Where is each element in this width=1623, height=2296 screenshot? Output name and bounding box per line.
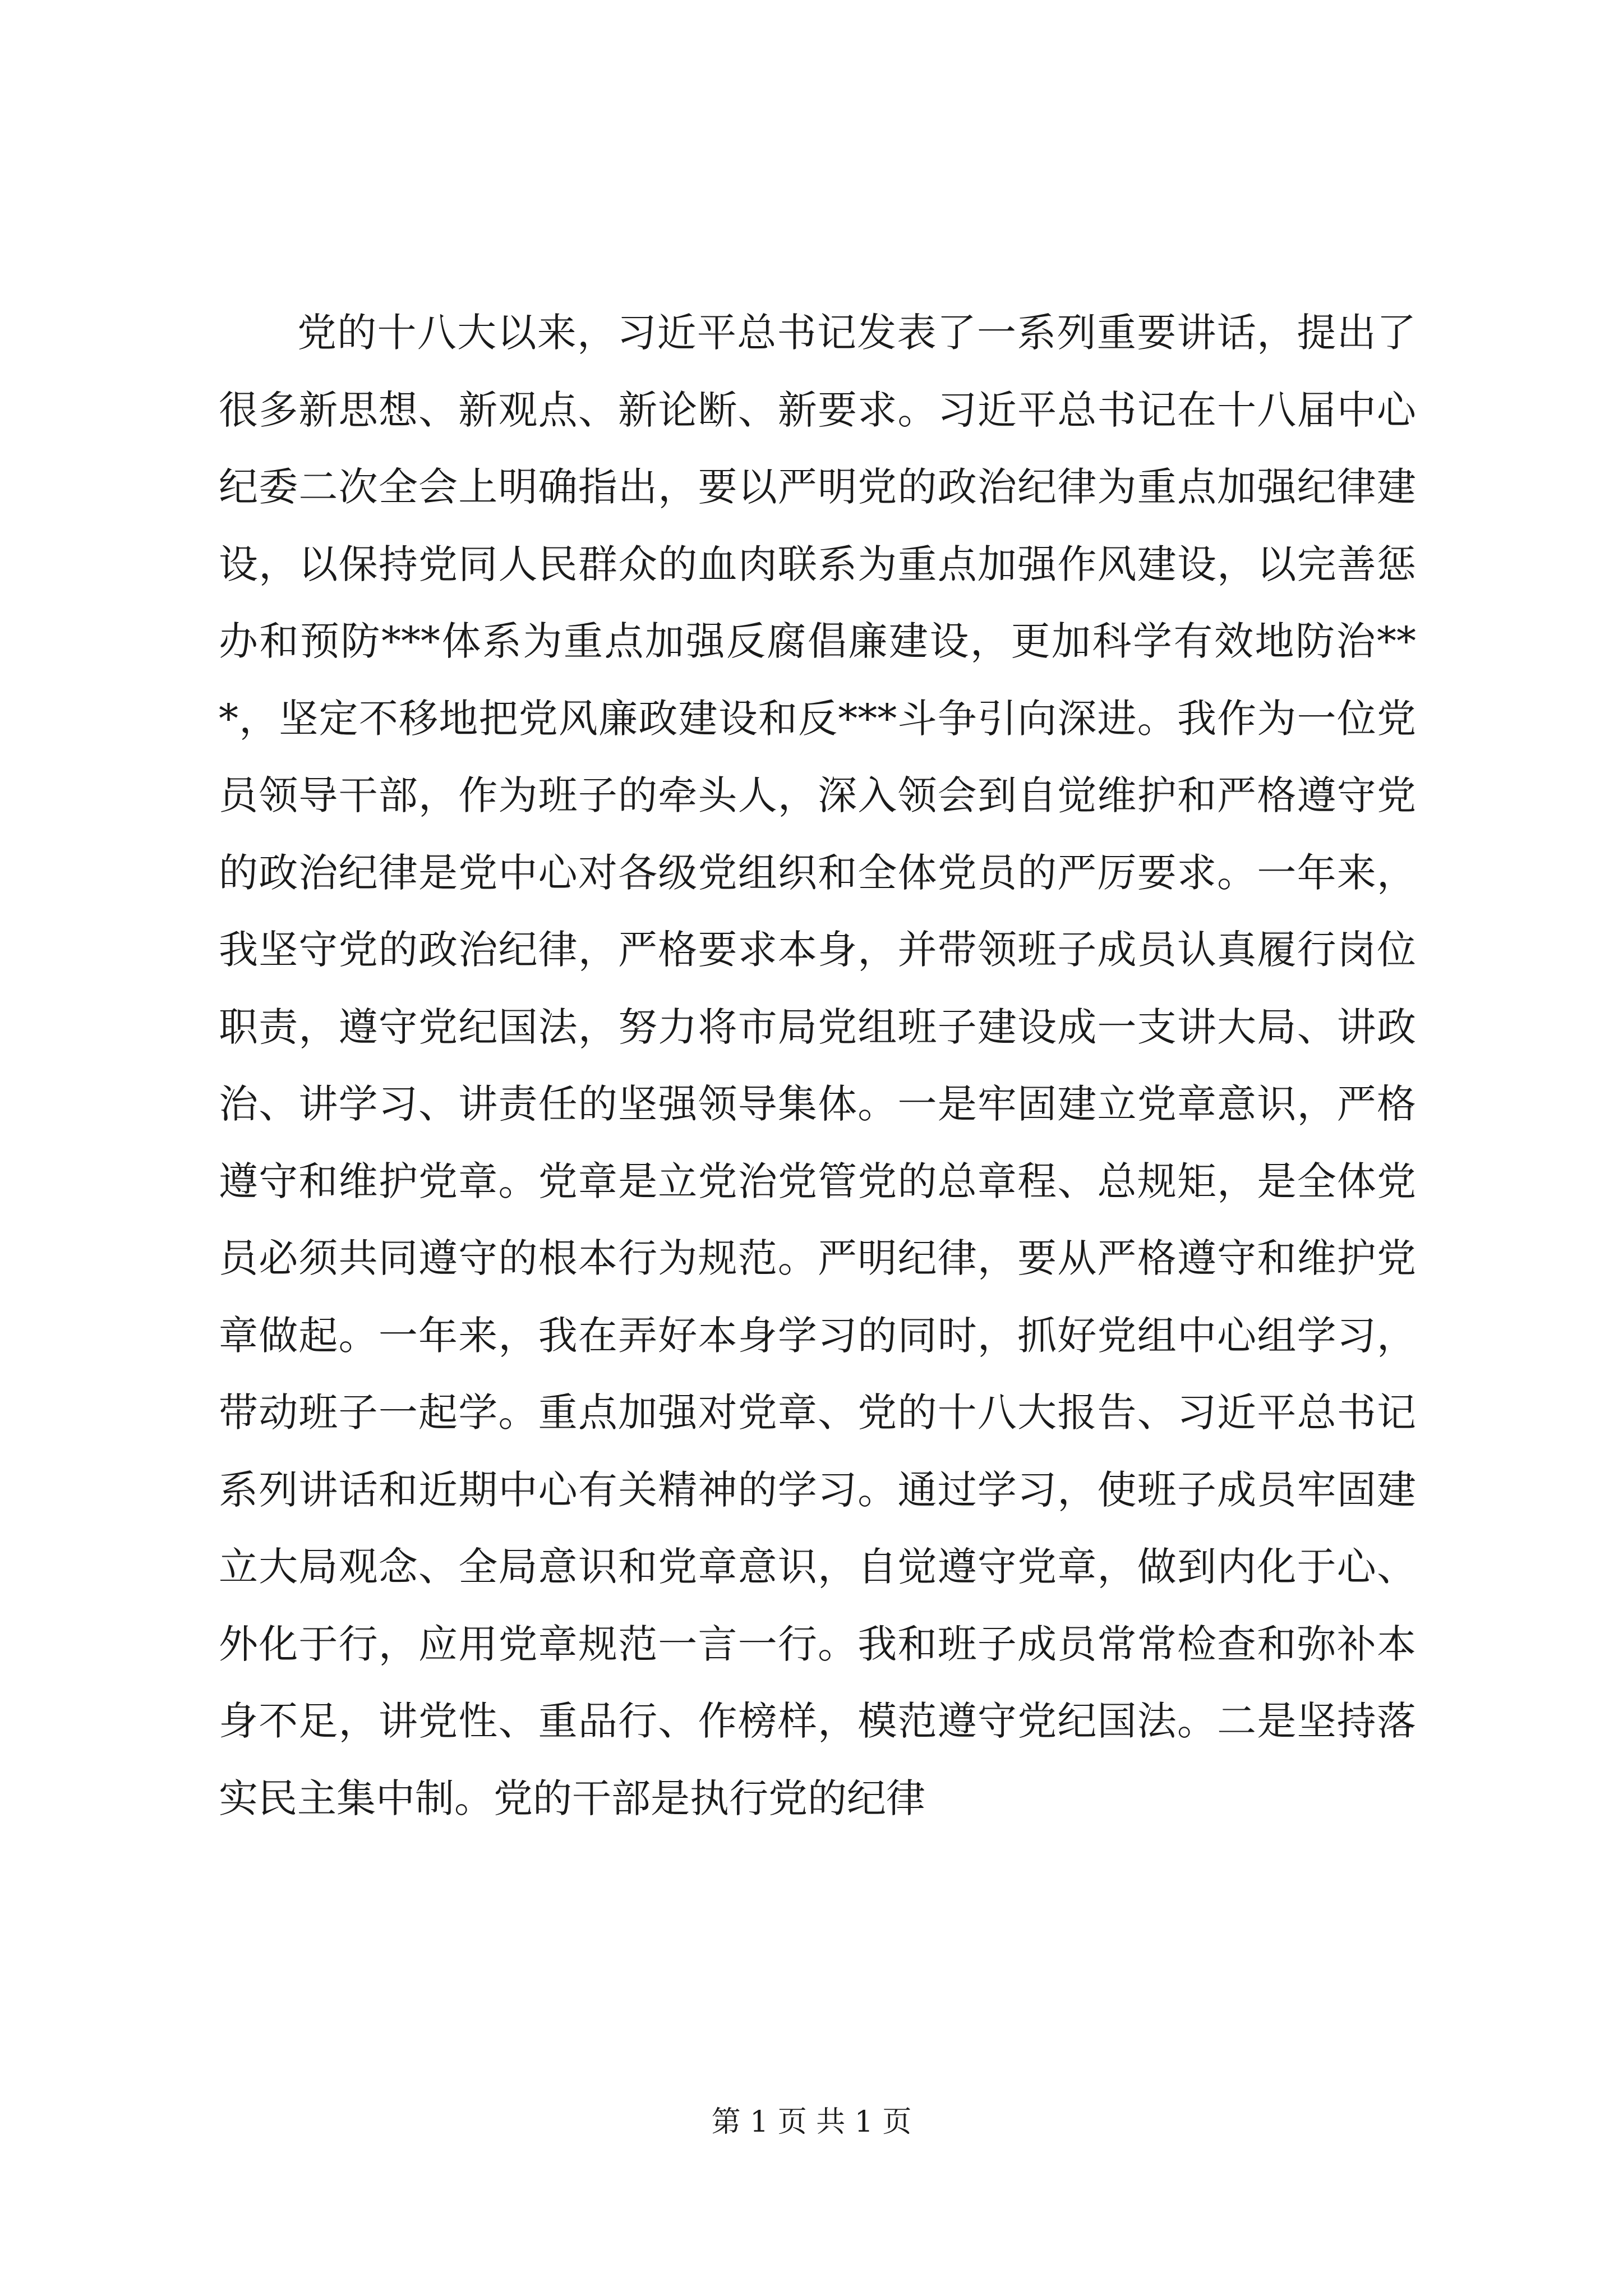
page-footer: 第 1 页 共 1 页 [711, 2105, 912, 2139]
body-paragraph: 党的十八大以来，习近平总书记发表了一系列重要讲话，提出了很多新思想、新观点、新论断、新要求。习近平总书记在十八届中心纪委二次全会上明确指出，要以严明党的政治纪律为重点加强纪律建设，以保持党同人民群众的血肉联系为重点加强作风建设，以完善惩办和预防***体系为重点加强反腐倡廉建设，更加科学有效地防治***，坚定不移地把党风廉政建设和反***斗争引向深进。我作为一位党员领导干部，作为班子的牵头人，深入领会到自觉维护和严格遵守党的政治纪律是党中心对各级党组织和全体党员的严厉要求。一年来，我坚守党的政治纪律，严格要求本身，并带领班子成员认真履行岗位职责，遵守党纪国法，努力将市局党组班子建设成一支讲大局、讲政治、讲学习、讲责任的坚强领导集体。一是牢固建立党章意识，严格遵守和维护党章。党章是立党治党管党的总章程、总规矩，是全体党员必须共同遵守的根本行为规范。严明纪律，要从严格遵守和维护党章做起。一年来，我在弄好本身学习的同时，抓好党组中心组学习，带动班子一起学。重点加强对党章、党的十八大报告、习近平总书记系列讲话和近期中心有关精神的学习。通过学习，使班子成员牢固建立大局观念、全局意识和党章意识，自觉遵守党章，做到内化于心、外化于行，应用党章规范一言一行。我和班子成员常常检查和弥补本身不足，讲党性、重品行、作榜样，模范遵守党纪国法。二是坚持落实民主集中制。党的干部是执行党的纪律 [219, 310, 1416, 1821]
